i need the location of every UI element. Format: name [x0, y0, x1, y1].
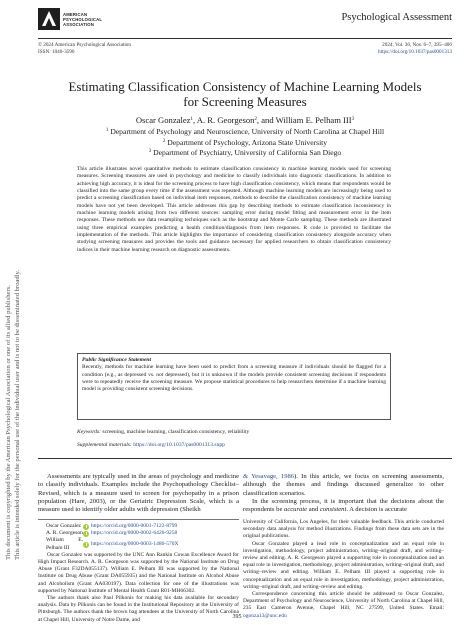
affiliation-1 [38, 126, 452, 137]
body-column-left [38, 473, 239, 515]
orcid-row-3 [38, 537, 239, 551]
body-p2-emphasis-2: consistent [319, 506, 347, 514]
author-1-sup: 1 [190, 117, 193, 122]
article-title [38, 79, 452, 109]
volume-line: 2024, Vol. 36, Nos. 6–7, 395–406 [382, 42, 452, 48]
affiliation-1-text: Department of Psychology and Neuroscience, University of North Carolina at Chapel Hill [110, 127, 385, 136]
body-p2-start: In the screening process, it is important that the decisions about the respondents be [243, 498, 444, 514]
orcid-icon [83, 531, 89, 537]
affiliation-2-text: Department of Psychology, Arizona State University [167, 137, 328, 147]
header-rule [38, 38, 452, 39]
affiliation-3 [38, 147, 452, 158]
footnote-rule [38, 519, 239, 520]
public-significance-box [77, 353, 391, 420]
author-note-right [243, 519, 444, 620]
orcid-link-3[interactable]: https://orcid.org/0000-0003-1480-570X [91, 541, 179, 547]
orcid-row-2 [38, 530, 239, 537]
funding-note: Oscar Gonzalez was supported by the UNC Ann Rankin Cowan Excellence Award for High Impact Research. A. R. Georgeson was supported by the National Institute on Drug Abuse (Grant F32DA055137). William E. Pelham III was supported by the National Institute on Drug Abuse (Grant DA055935) and the National Institute on Alcohol Abuse and Alcoholism (Grant AA030197). Data collection for one of the illustrations was supported by National Institute of Mental Health Grant R01-MH66302. [38, 551, 239, 594]
author-separator-1: , A. R. Georgeson [192, 115, 255, 125]
affiliation-2-sup: 2 [162, 138, 166, 144]
orcid-icon [83, 524, 89, 530]
keywords [77, 429, 391, 436]
body-paragraph-2 [243, 498, 444, 515]
publication-meta-left [38, 42, 131, 56]
logo-text: AMERICAN PSYCHOLOGICAL ASSOCIATION [63, 11, 103, 27]
body-text-continued: ). In this article, we focus on screening assessments, although the themes and findings discussed generalize to other classification scenarios. [243, 473, 444, 497]
section-rule [38, 458, 452, 459]
side-notice-line-2: This article is intended solely for the personal use of the individual user and is not to be disseminated broadly. [14, 270, 21, 560]
doi-link[interactable]: https://doi.org/10.1037/pas0001313 [378, 49, 452, 55]
affiliation-2 [38, 137, 452, 148]
affiliation-1-sup: 1 [105, 128, 109, 133]
body-p2-emphasis-1: accurate [284, 506, 308, 514]
issn-line: ISSN: 1040-3590 [38, 49, 75, 55]
affiliation-3-sup: 3 [148, 149, 152, 155]
publisher-logo [38, 8, 109, 30]
contributions-note: Oscar Gonzalez played a lead role in conceptualization and an equal role in investigation, methodology, project administration, writing–original draft, and writing–review and editing. A. R. Georgeson played a supporting role in conceptualization and an equal role in investigation, methodology, project administration, writing–original draft, and writing–review and editing. William E. Pelham III played a supporting role in conceptualization and an equal role in investigation, methodology, project administration, writing–original draft, and writing–review and editing. [243, 540, 444, 590]
citation-link[interactable]: & Yesavage, 1986 [243, 473, 295, 480]
affiliation-3-text: Department of Psychiatry, University of California San Diego [153, 148, 342, 158]
orcid-name-1: Oscar Gonzalez [46, 523, 81, 529]
publication-meta-right [378, 42, 452, 56]
body-column-right [243, 473, 444, 515]
page-header [38, 8, 452, 66]
orcid-icon [83, 542, 89, 548]
author-2-sup: 2 [254, 117, 257, 122]
keywords-text: screening, machine learning, classification consistency, reliability [101, 429, 250, 435]
supplemental-label: Supplemental materials: [77, 442, 132, 448]
title-line-1: Estimating Classification Consistency of Machine Learning Models [68, 79, 422, 94]
correspondence-email[interactable]: ogonza13@unc.edu [243, 612, 287, 619]
apa-logo-icon [38, 8, 60, 30]
author-separator-2: , and William E. Pelham III [256, 115, 352, 125]
keywords-label: Keywords: [77, 429, 102, 435]
significance-body: Recently, methods for machine learning have been used to predict from a screening measure if individuals should be flagged for a condition (e.g., as depressed vs. not depressed), but it is unknown if the models provide consistent screening decisions if respondents were to repeatedly receive the screening measure. We propose statistical procedures to help researchers determine if a machine learning model is providing consistent screening decisions. [82, 364, 386, 393]
affiliations [38, 126, 452, 158]
orcid-name-3: William E. Pelham III [46, 537, 83, 551]
orcid-name-2: A. R. Georgeson [46, 530, 83, 537]
journal-name: Psychological Assessment [341, 12, 452, 23]
orcid-link-1[interactable]: https://orcid.org/0000-0001-7122-8799 [91, 523, 178, 529]
copyright-side-notice [4, 140, 26, 560]
correspondence-note: Correspondence concerning this article should be addressed to Oscar Gonzalez, Department of Psychology and Neuroscience, University of North Carolina at Chapel Hill, 235 East Cameron Avenue, Chapel Hill, NC 27599, United States. Email: ogonza13@unc.edu [243, 591, 444, 619]
body-p2-mid: and [307, 506, 320, 514]
copyright-line: © 2024 American Psychological Association [38, 42, 131, 48]
author-note-left [38, 523, 239, 624]
abstract: This article illustrates novel quantitative methods to estimate classification consistency in machine learning models used for screening measures. Screening measures are used in psychology and medicine to classify individuals into diagnostic classifications. In addition to achieving high accuracy, it is ideal for the screening process to have high classification consistency, which means that respondents would be classified into the same group every time if the assessment was repeated. Although machine learning models are increasingly being used to predict a screening classification based on individual item responses, methods to describe the classification consistency of machine learning models have not yet been developed. This article addresses this gap by describing methods to estimate classification inconsistency in machine learning models arising from two different sources: sampling error during model fitting and measurement error in the item responses. These methods use data resampling techniques such as the bootstrap and Monte Carlo sampling. These methods are illustrated using three empirical examples predicting a health condition/diagnosis from item responses. R code is provided to facilitate the implementation of the methods. This article highlights the importance of considering classification consistency alongside accuracy when studying screening measures and provides the tools and guidance necessary for applied researchers to obtain classification consistency indices in their machine learning research on diagnostic assessments. [77, 166, 391, 253]
acknowledgement-note: The authors thank also Paul Pilkonis for making his data available for secondary analysis. Data by Pilkonis can be found in the Institutional Repository at the University of Pittsburgh. The authors thank the brown bag attendees at the University of North Carolina at Chapel Hill, University of Notre Dame, and [38, 595, 239, 623]
significance-heading: Public Significance Statement [82, 357, 152, 363]
author-list [38, 115, 452, 125]
supplemental-link[interactable]: https://doi.org/10.1037/pas0001313.supp [131, 442, 225, 448]
orcid-row-1 [38, 523, 239, 530]
orcid-link-2[interactable]: https://orcid.org/0000-0002-6426-9258 [91, 530, 178, 537]
author-1: Oscar Gonzalez [135, 115, 191, 125]
page-number: 395 [232, 614, 242, 620]
body-paragraph-continued [243, 473, 444, 498]
author-3-sup: 3 [351, 117, 355, 122]
supplemental-materials [77, 442, 391, 449]
author-note-continued: University of California, Los Angeles, for their valuable feedback. This article conducted secondary data analysis for method illustrations. Findings from these data sets are in the original publications. [243, 519, 444, 540]
side-notice-line-1: This document is copyrighted by the American Psychological Association or one of its allied publishers. [5, 285, 12, 560]
body-paragraph-1: Assessments are typically used in the areas of psychology and medicine to classify individuals. Examples include the Psychopathology Checklist–Revised, which is a measure used to screen for psychopathy in a prison population (Hare, 2003), or the Geriatric Depression Scale, which is a measure used to identify older adults with depression (Sheikh [38, 473, 239, 514]
body-p2-end: . A decision is accurate [346, 506, 407, 514]
title-line-2: for Screening Measures [183, 94, 307, 109]
